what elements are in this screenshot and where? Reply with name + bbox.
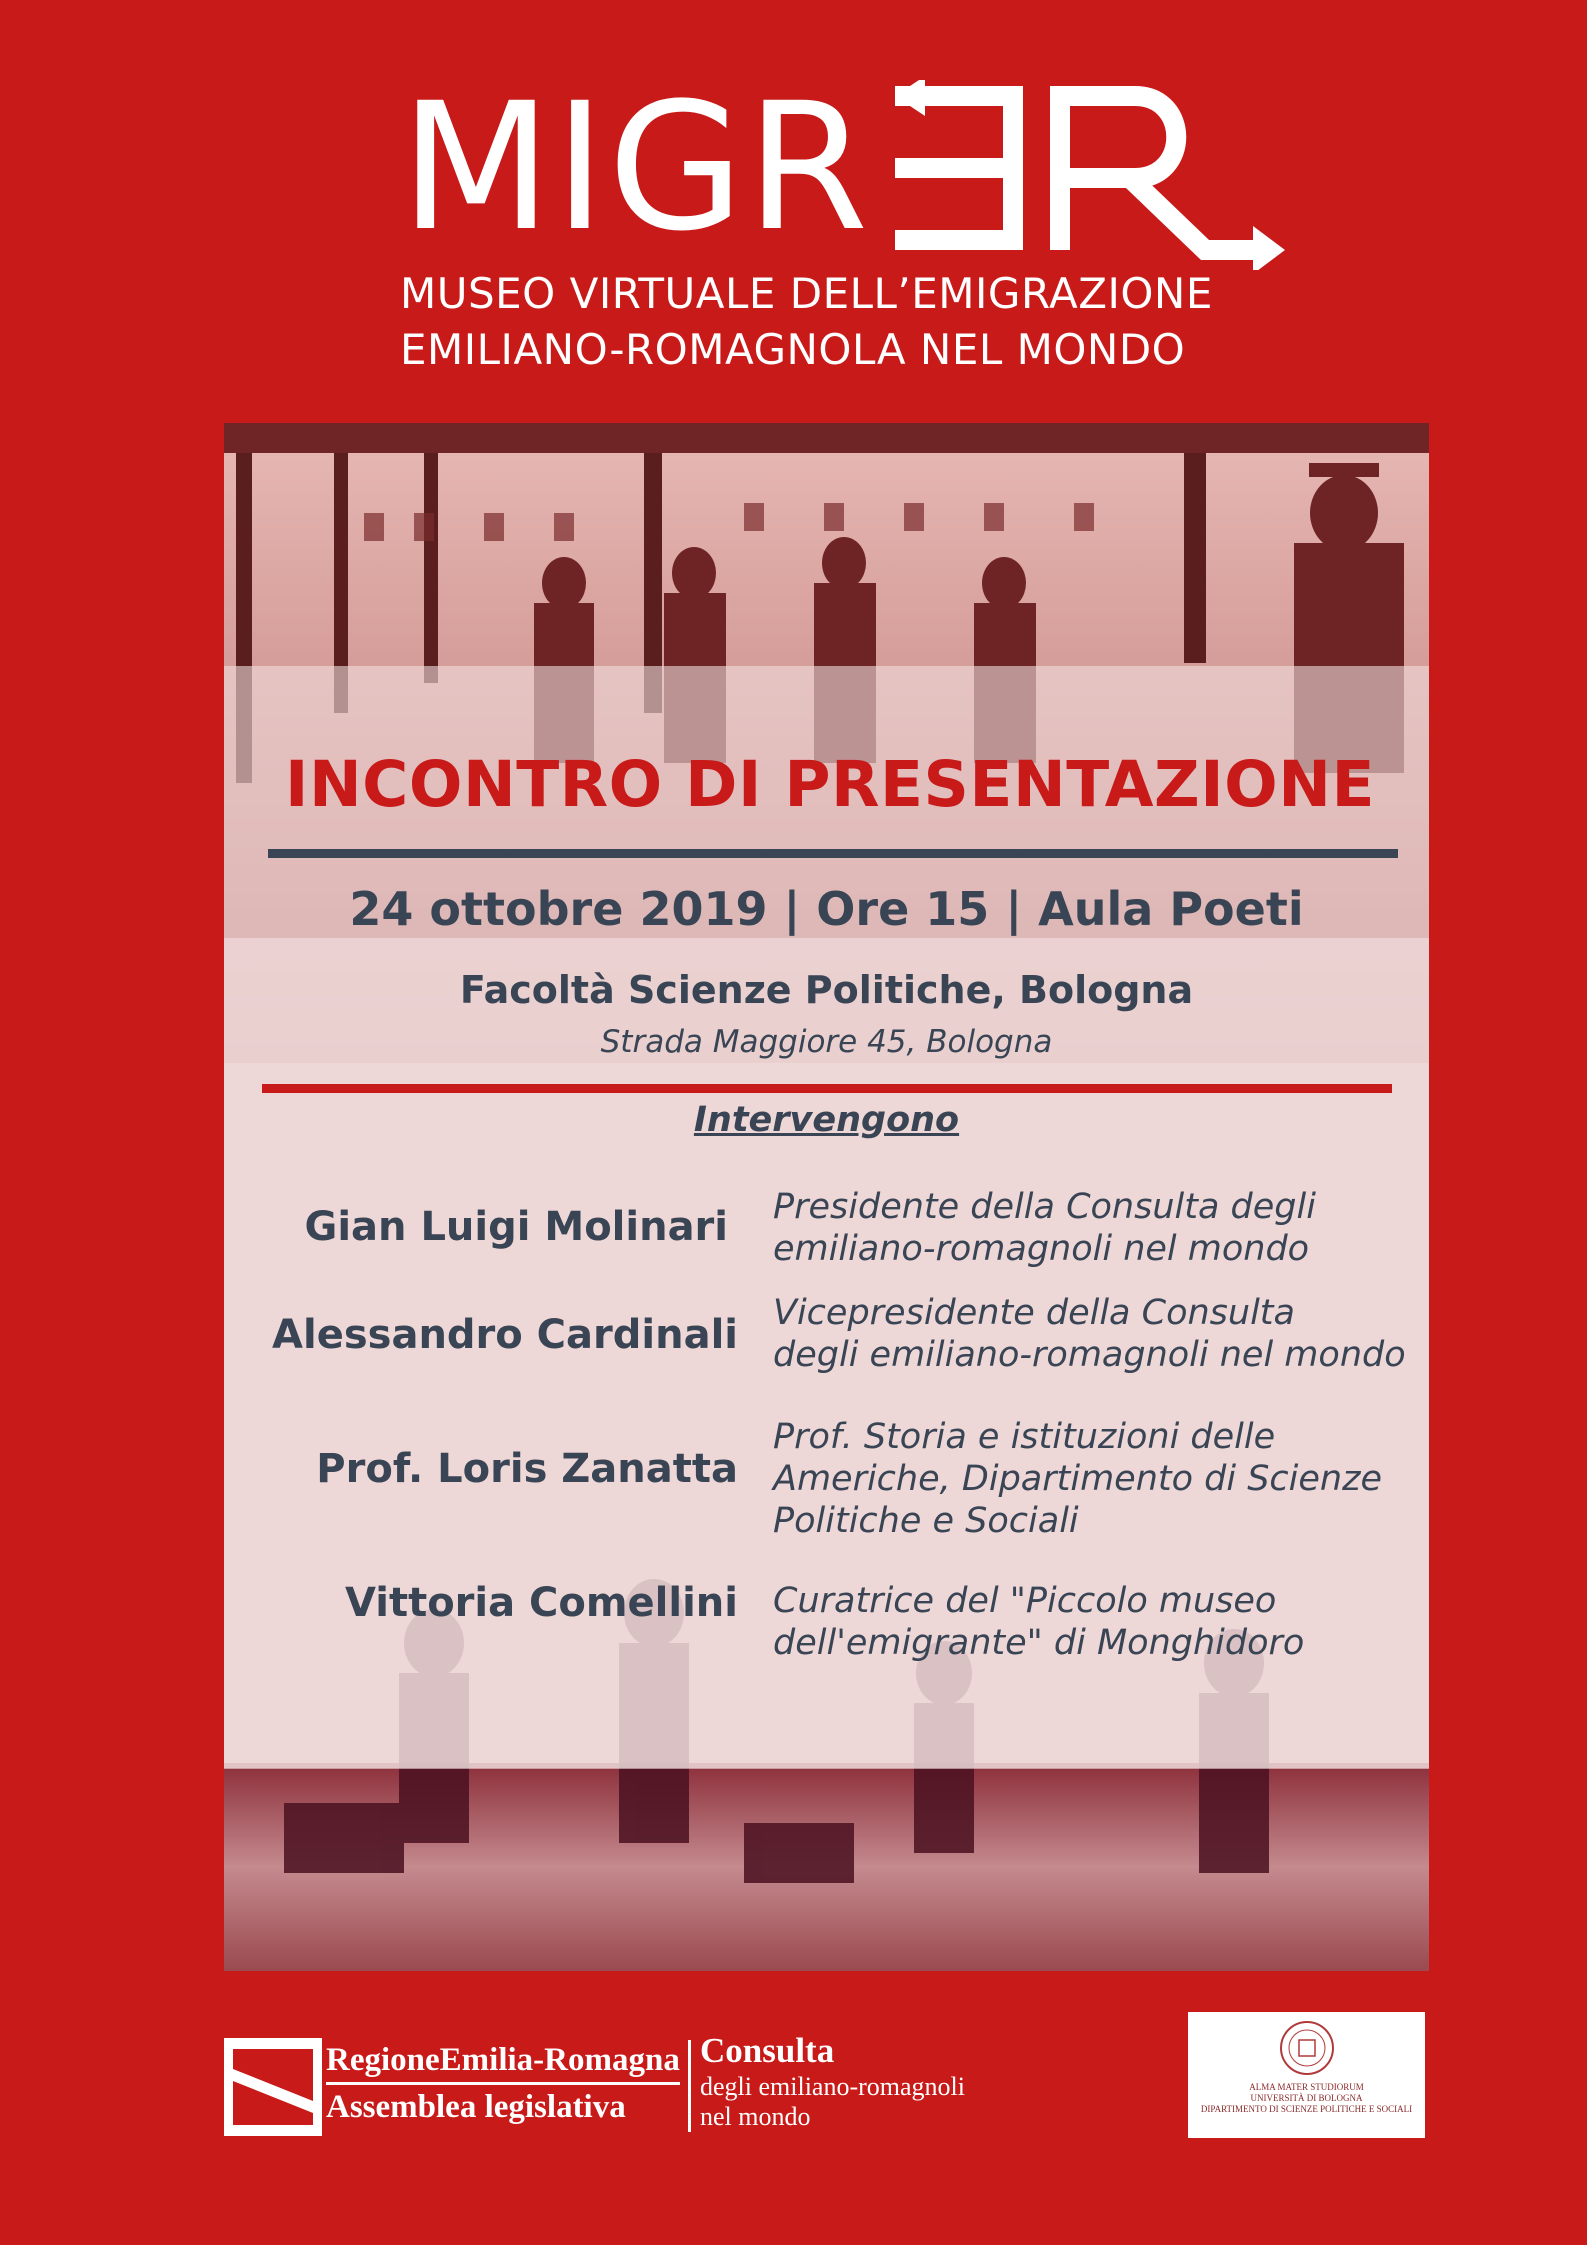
speaker-role-line: degli emiliano-romagnoli nel mondo xyxy=(773,1335,1406,1375)
speaker-role-line: dell'emigrante" di Monghidoro xyxy=(773,1623,1305,1663)
event-venue: Facoltà Scienze Politiche, Bologna xyxy=(459,968,1194,1012)
speaker-role-line: Curatrice del "Piccolo museo xyxy=(773,1581,1277,1621)
speaker-role-line: Vicepresidente della Consulta xyxy=(773,1293,1295,1333)
migrer-logo xyxy=(400,65,1280,380)
footer-separator xyxy=(688,2040,691,2132)
university-seal-icon xyxy=(1279,2020,1335,2076)
unibo-logo xyxy=(1188,2012,1425,2138)
logo-subtitle-line-2: EMILIANO-ROMAGNOLA NEL MONDO xyxy=(400,325,1186,374)
speaker-role xyxy=(773,1186,1413,1270)
speaker-name: Gian Luigi Molinari xyxy=(304,1204,728,1250)
regione-text xyxy=(326,2038,680,2129)
divider-dark xyxy=(268,849,1398,858)
event-address: Strada Maggiore 45, Bologna xyxy=(600,1024,1053,1060)
event-heading: INCONTRO DI PRESENTAZIONE xyxy=(285,748,1375,821)
speaker-role-line: emiliano-romagnoli nel mondo xyxy=(773,1229,1310,1269)
regione-line-1: RegioneEmilia-Romagna xyxy=(326,2042,680,2078)
speaker-name: Vittoria Comellini xyxy=(344,1580,738,1626)
consulta-line-1: degli emiliano-romagnoli xyxy=(700,2072,965,2101)
speaker-name: Alessandro Cardinali xyxy=(272,1312,738,1358)
speaker-name: Prof. Loris Zanatta xyxy=(316,1446,738,1492)
logo-mark: MIGR xyxy=(400,65,871,270)
consulta-line-2: nel mondo xyxy=(700,2102,811,2131)
speaker-role xyxy=(773,1292,1413,1376)
speaker-role-line: Americhe, Dipartimento di Scienze xyxy=(773,1459,1383,1499)
unibo-text xyxy=(1188,2082,1425,2115)
unibo-line-2: UNIVERSITÀ DI BOLOGNA xyxy=(1250,2093,1363,2103)
logo-e-r-arrow-icon xyxy=(885,80,1285,270)
speaker-role xyxy=(773,1416,1413,1542)
speaker-role xyxy=(773,1580,1413,1664)
regione-flag-icon xyxy=(224,2038,322,2136)
speaker-role-line: Politiche e Sociali xyxy=(773,1501,1079,1541)
regione-line-2: Assemblea legislativa xyxy=(326,2082,680,2129)
speaker-role-line: Prof. Storia e istituzioni delle xyxy=(773,1417,1276,1457)
logo-subtitle-line-1: MUSEO VIRTUALE DELL’EMIGRAZIONE xyxy=(400,269,1213,318)
logo-subtitle xyxy=(400,266,1280,378)
divider-red xyxy=(262,1084,1392,1093)
speakers-title: Intervengono xyxy=(693,1100,960,1140)
consulta-logo xyxy=(700,2030,965,2132)
speaker-role-line: Presidente della Consulta degli xyxy=(773,1187,1316,1227)
event-date-line: 24 ottobre 2019 | Ore 15 | Aula Poeti xyxy=(349,882,1304,936)
consulta-title: Consulta xyxy=(700,2031,835,2070)
unibo-line-3: DIPARTIMENTO DI SCIENZE POLITICHE E SOCIALI xyxy=(1200,2104,1413,2114)
unibo-line-1: ALMA MATER STUDIORUM xyxy=(1249,2082,1364,2092)
